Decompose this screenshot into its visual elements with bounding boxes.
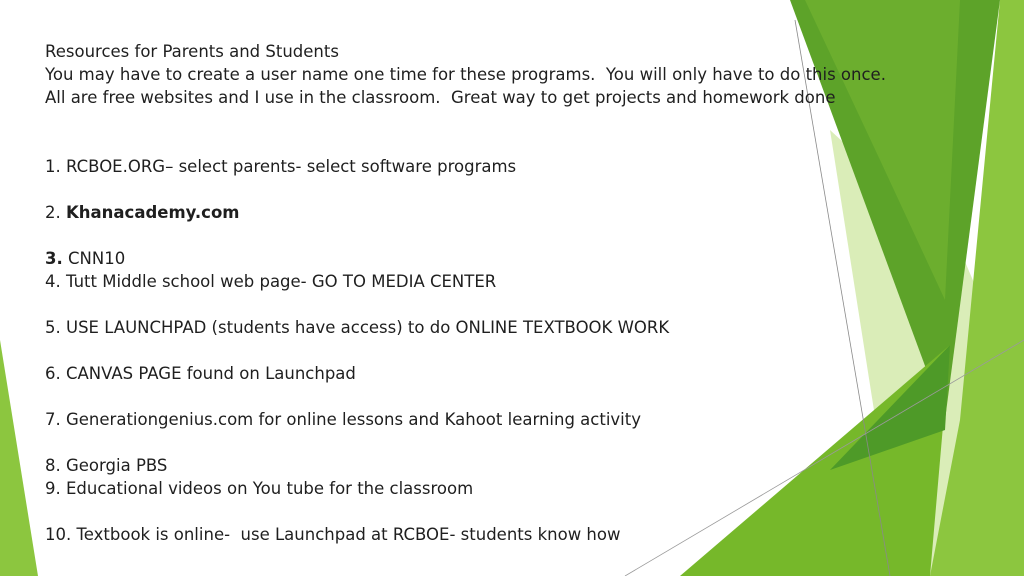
slide-content	[45, 40, 985, 546]
list-item: 5. USE LAUNCHPAD (students have access) to do ONLINE TEXTBOOK WORK	[45, 318, 670, 337]
slide-title: Resources for Parents and Students	[45, 42, 339, 61]
left-green-sliver	[0, 340, 38, 576]
intro-line-2: All are free websites and I use in the classroom. Great way to get projects and homework done	[45, 88, 836, 107]
list-item: 1. RCBOE.ORG– select parents- select software programs	[45, 157, 517, 176]
list-item: 4. Tutt Middle school web page- GO TO MEDIA CENTER	[45, 272, 497, 291]
khanacademy-link-text: Khanacademy.com	[66, 203, 240, 222]
rcboe-link-text: RCBOE.ORG– select parents- select software programs	[66, 157, 517, 176]
list-item: 3. CNN10	[45, 249, 126, 268]
intro-line-1: You may have to create a user name one time for these programs. You will only have to do this once.	[45, 65, 886, 84]
list-item: 6. CANVAS PAGE found on Launchpad	[45, 364, 356, 383]
list-item: 2. Khanacademy.com	[45, 203, 240, 222]
list-item: 10. Textbook is online- use Launchpad at RCBOE- students know how	[45, 525, 621, 544]
list-item: 8. Georgia PBS	[45, 456, 168, 475]
list-item: 9. Educational videos on You tube for the classroom	[45, 479, 474, 498]
list-item: 7. Generationgenius.com for online lessons and Kahoot learning activity	[45, 410, 641, 429]
